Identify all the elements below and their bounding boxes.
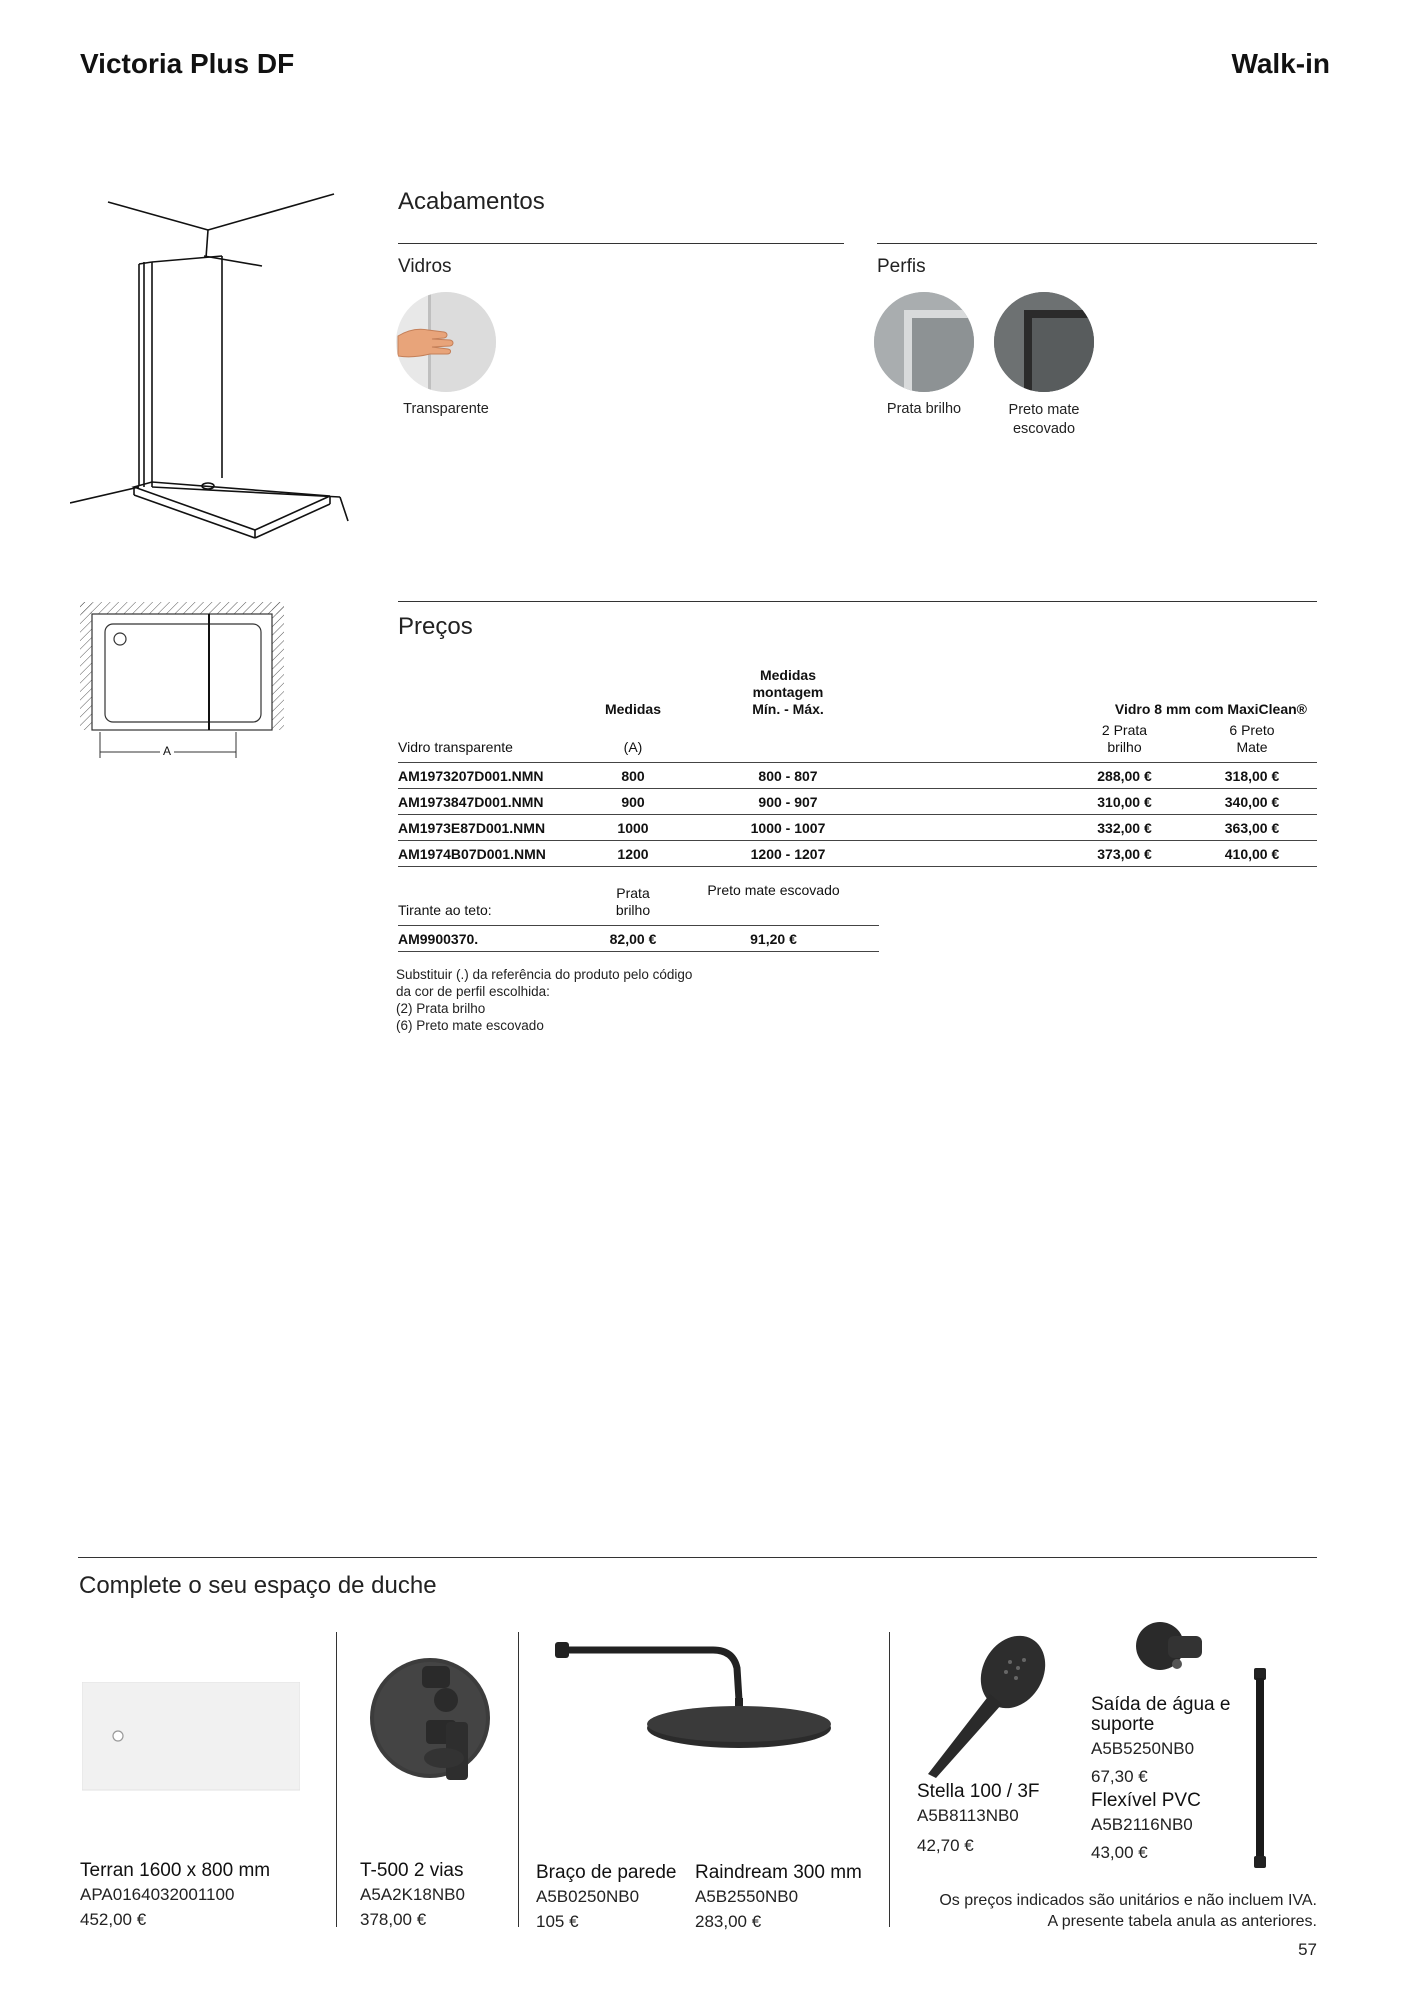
finishes-heading: Acabamentos bbox=[398, 188, 545, 215]
complete-heading: Complete o seu espaço de duche bbox=[79, 1572, 437, 1599]
medida: 1200 bbox=[598, 841, 668, 867]
divider bbox=[336, 1632, 337, 1927]
profiles-heading: Perfis bbox=[877, 256, 926, 277]
product-terran bbox=[80, 1860, 270, 1930]
product-braco bbox=[536, 1862, 677, 1932]
page-number: 57 bbox=[1298, 1940, 1317, 1959]
price-row bbox=[398, 815, 1317, 841]
product-name: Raindream 300 mm bbox=[695, 1862, 862, 1883]
mixer-image bbox=[366, 1658, 496, 1808]
note-line: (6) Preto mate escovado bbox=[396, 1018, 544, 1033]
product-price: 105 € bbox=[536, 1912, 579, 1931]
divider bbox=[889, 1632, 890, 1927]
medida: 900 bbox=[598, 789, 668, 815]
product-t500 bbox=[360, 1860, 465, 1930]
prices-heading: Preços bbox=[398, 613, 473, 640]
product-raindream bbox=[695, 1862, 862, 1932]
product-code: A5B5250NB0 bbox=[1091, 1739, 1195, 1758]
profile-swatch-prata-brilho bbox=[874, 292, 974, 392]
product-name: Terran 1600 x 800 mm bbox=[80, 1860, 271, 1881]
col-montagem: Medidas montagem Mín. - Máx. bbox=[752, 667, 824, 717]
product-code: A5B8113NB0 bbox=[917, 1806, 1019, 1825]
disclaimer-line: Os preços indicados são unitários e não incluem IVA. bbox=[939, 1892, 1317, 1909]
silver-profile-icon bbox=[874, 292, 974, 392]
disclaimer bbox=[939, 1890, 1317, 1932]
price-preto: 340,00 € bbox=[1187, 789, 1317, 815]
tirante-table bbox=[398, 880, 879, 952]
black-profile-icon bbox=[994, 292, 1094, 392]
product-name: T-500 2 vias bbox=[360, 1860, 464, 1881]
montagem: 900 - 907 bbox=[698, 789, 878, 815]
wall-outlet-image bbox=[1130, 1612, 1210, 1682]
ref: AM1974B07D001.NMN bbox=[398, 841, 598, 867]
ref: AM1973207D001.NMN bbox=[398, 763, 598, 789]
profile-label-black: Preto mate escovado bbox=[1008, 402, 1080, 437]
product-code: A5A2K18NB0 bbox=[360, 1885, 465, 1904]
ref: AM9900370. bbox=[398, 926, 598, 952]
product-price: 378,00 € bbox=[360, 1910, 427, 1929]
hose-image bbox=[1248, 1668, 1272, 1870]
price-prata: 288,00 € bbox=[1062, 763, 1187, 789]
divider bbox=[398, 601, 1317, 602]
product-stella bbox=[917, 1781, 1040, 1856]
price-prata: 332,00 € bbox=[1062, 815, 1187, 841]
price-row bbox=[398, 763, 1317, 789]
hand-icon bbox=[396, 292, 496, 392]
product-price: 452,00 € bbox=[80, 1910, 147, 1929]
product-name: Stella 100 / 3F bbox=[917, 1781, 1040, 1802]
tirante-col-preto: Preto mate escovado bbox=[707, 882, 840, 898]
profile-swatch-preto-mate bbox=[994, 292, 1094, 392]
product-saida bbox=[1091, 1695, 1231, 1787]
price-prata: 310,00 € bbox=[1062, 789, 1187, 815]
ref: AM1973E87D001.NMN bbox=[398, 815, 598, 841]
product-name: Braço de parede bbox=[536, 1862, 677, 1883]
note-line: da cor de perfil escolhida: bbox=[396, 984, 550, 999]
profile-label-silver: Prata brilho bbox=[886, 401, 962, 417]
note-line: (2) Prata brilho bbox=[396, 1001, 486, 1016]
price-prata: 82,00 € bbox=[598, 926, 668, 952]
price-row bbox=[398, 841, 1317, 867]
divider bbox=[78, 1557, 1317, 1558]
disclaimer-line: A presente tabela anula as anteriores. bbox=[1047, 1913, 1317, 1930]
tirante-row bbox=[398, 926, 879, 952]
col-preto: 6 Preto Mate bbox=[1229, 722, 1275, 755]
tirante-col-prata: Prata brilho bbox=[615, 885, 651, 918]
price-row bbox=[398, 789, 1317, 815]
product-price: 43,00 € bbox=[1091, 1843, 1148, 1862]
montagem: 1000 - 1007 bbox=[698, 815, 878, 841]
col-medidas: Medidas bbox=[604, 701, 661, 717]
glass-label: Transparente bbox=[403, 401, 489, 417]
price-preto: 410,00 € bbox=[1187, 841, 1317, 867]
page-title: Victoria Plus DF bbox=[80, 48, 295, 79]
glass-heading: Vidros bbox=[398, 256, 452, 277]
product-name: Flexível PVC bbox=[1091, 1790, 1201, 1811]
reference-note bbox=[396, 966, 692, 1034]
note-line: Substituir (.) da referência do produto pelo código bbox=[396, 967, 693, 982]
glass-swatch-transparente bbox=[396, 292, 496, 392]
hand-shower-image bbox=[918, 1632, 1048, 1782]
plan-view-diagram bbox=[78, 600, 288, 765]
price-preto: 91,20 € bbox=[668, 926, 879, 952]
price-preto: 318,00 € bbox=[1187, 763, 1317, 789]
shower-arm-and-head-image bbox=[553, 1638, 843, 1758]
medida: 1000 bbox=[598, 815, 668, 841]
price-preto: 363,00 € bbox=[1187, 815, 1317, 841]
price-table bbox=[398, 667, 1317, 867]
product-price: 283,00 € bbox=[695, 1912, 762, 1931]
shower-tray-image bbox=[82, 1682, 300, 1792]
row-label: Vidro transparente bbox=[398, 739, 513, 755]
product-price: 67,30 € bbox=[1091, 1767, 1148, 1786]
price-prata: 373,00 € bbox=[1062, 841, 1187, 867]
divider bbox=[518, 1632, 519, 1927]
divider bbox=[877, 243, 1317, 244]
shower-perspective-drawing bbox=[70, 190, 360, 540]
ref: AM1973847D001.NMN bbox=[398, 789, 598, 815]
divider bbox=[398, 243, 844, 244]
montagem: 1200 - 1207 bbox=[698, 841, 878, 867]
tirante-label: Tirante ao teto: bbox=[398, 902, 492, 918]
dimension-label: A bbox=[160, 744, 174, 758]
col-prata: 2 Prata brilho bbox=[1101, 722, 1148, 755]
montagem: 800 - 807 bbox=[698, 763, 878, 789]
section-title: Walk-in bbox=[1231, 48, 1330, 79]
col-vidro: Vidro 8 mm com MaxiClean® bbox=[1114, 701, 1307, 717]
product-code: APA0164032001100 bbox=[80, 1885, 235, 1904]
medida: 800 bbox=[598, 763, 668, 789]
product-code: A5B0250NB0 bbox=[536, 1887, 640, 1906]
product-price: 42,70 € bbox=[917, 1836, 974, 1855]
product-code: A5B2116NB0 bbox=[1091, 1815, 1193, 1834]
product-flexivel bbox=[1091, 1790, 1201, 1863]
product-name: Saída de água e suporte bbox=[1091, 1694, 1231, 1735]
product-code: A5B2550NB0 bbox=[695, 1887, 799, 1906]
unit-a: (A) bbox=[623, 739, 643, 755]
